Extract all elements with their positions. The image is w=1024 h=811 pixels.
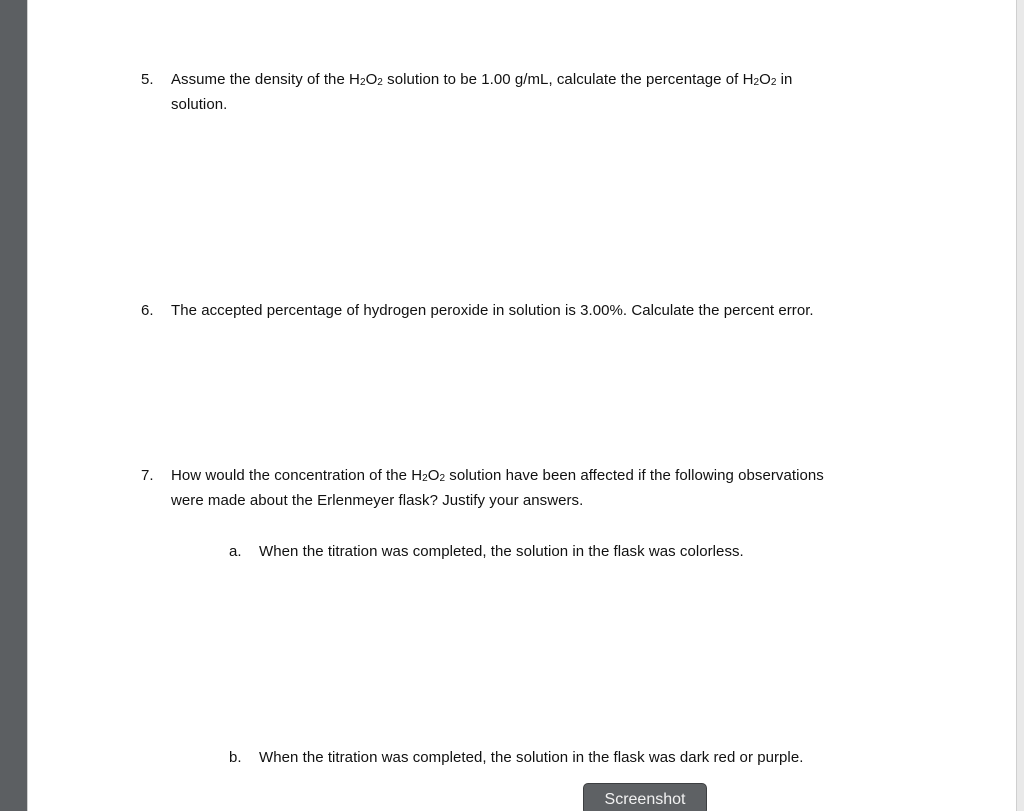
scroll-gutter [1017,0,1024,811]
screenshot-button[interactable]: Screenshot [583,783,707,811]
sub-question-text: When the titration was completed, the solution in the flask was colorless. [259,543,744,560]
question-number: 7. [141,467,154,484]
question-text: The accepted percentage of hydrogen peroxide in solution is 3.00%. Calculate the percent error. [171,302,814,319]
sub-question-label: a. [229,543,242,560]
question-6 [141,298,961,323]
question-7b [229,745,949,770]
sub-question-label: b. [229,749,242,766]
question-number: 6. [141,302,154,319]
question-text: Assume the density of the $H_2O_2$ solution to be 1.00 g/mL, calculate the percentage of $H_2O_2$ in solution. [171,71,793,113]
question-5 [141,67,941,117]
question-7 [141,463,961,513]
question-7a [229,539,949,564]
document-page [27,0,1017,811]
question-text: How would the concentration of the $H_2O_2$ solution have been affected if the following observations were made about the Erlenmeyer flask? Justify your answers. [171,467,824,509]
sub-question-text: When the titration was completed, the solution in the flask was dark red or purple. [259,749,804,766]
question-number: 5. [141,71,154,88]
